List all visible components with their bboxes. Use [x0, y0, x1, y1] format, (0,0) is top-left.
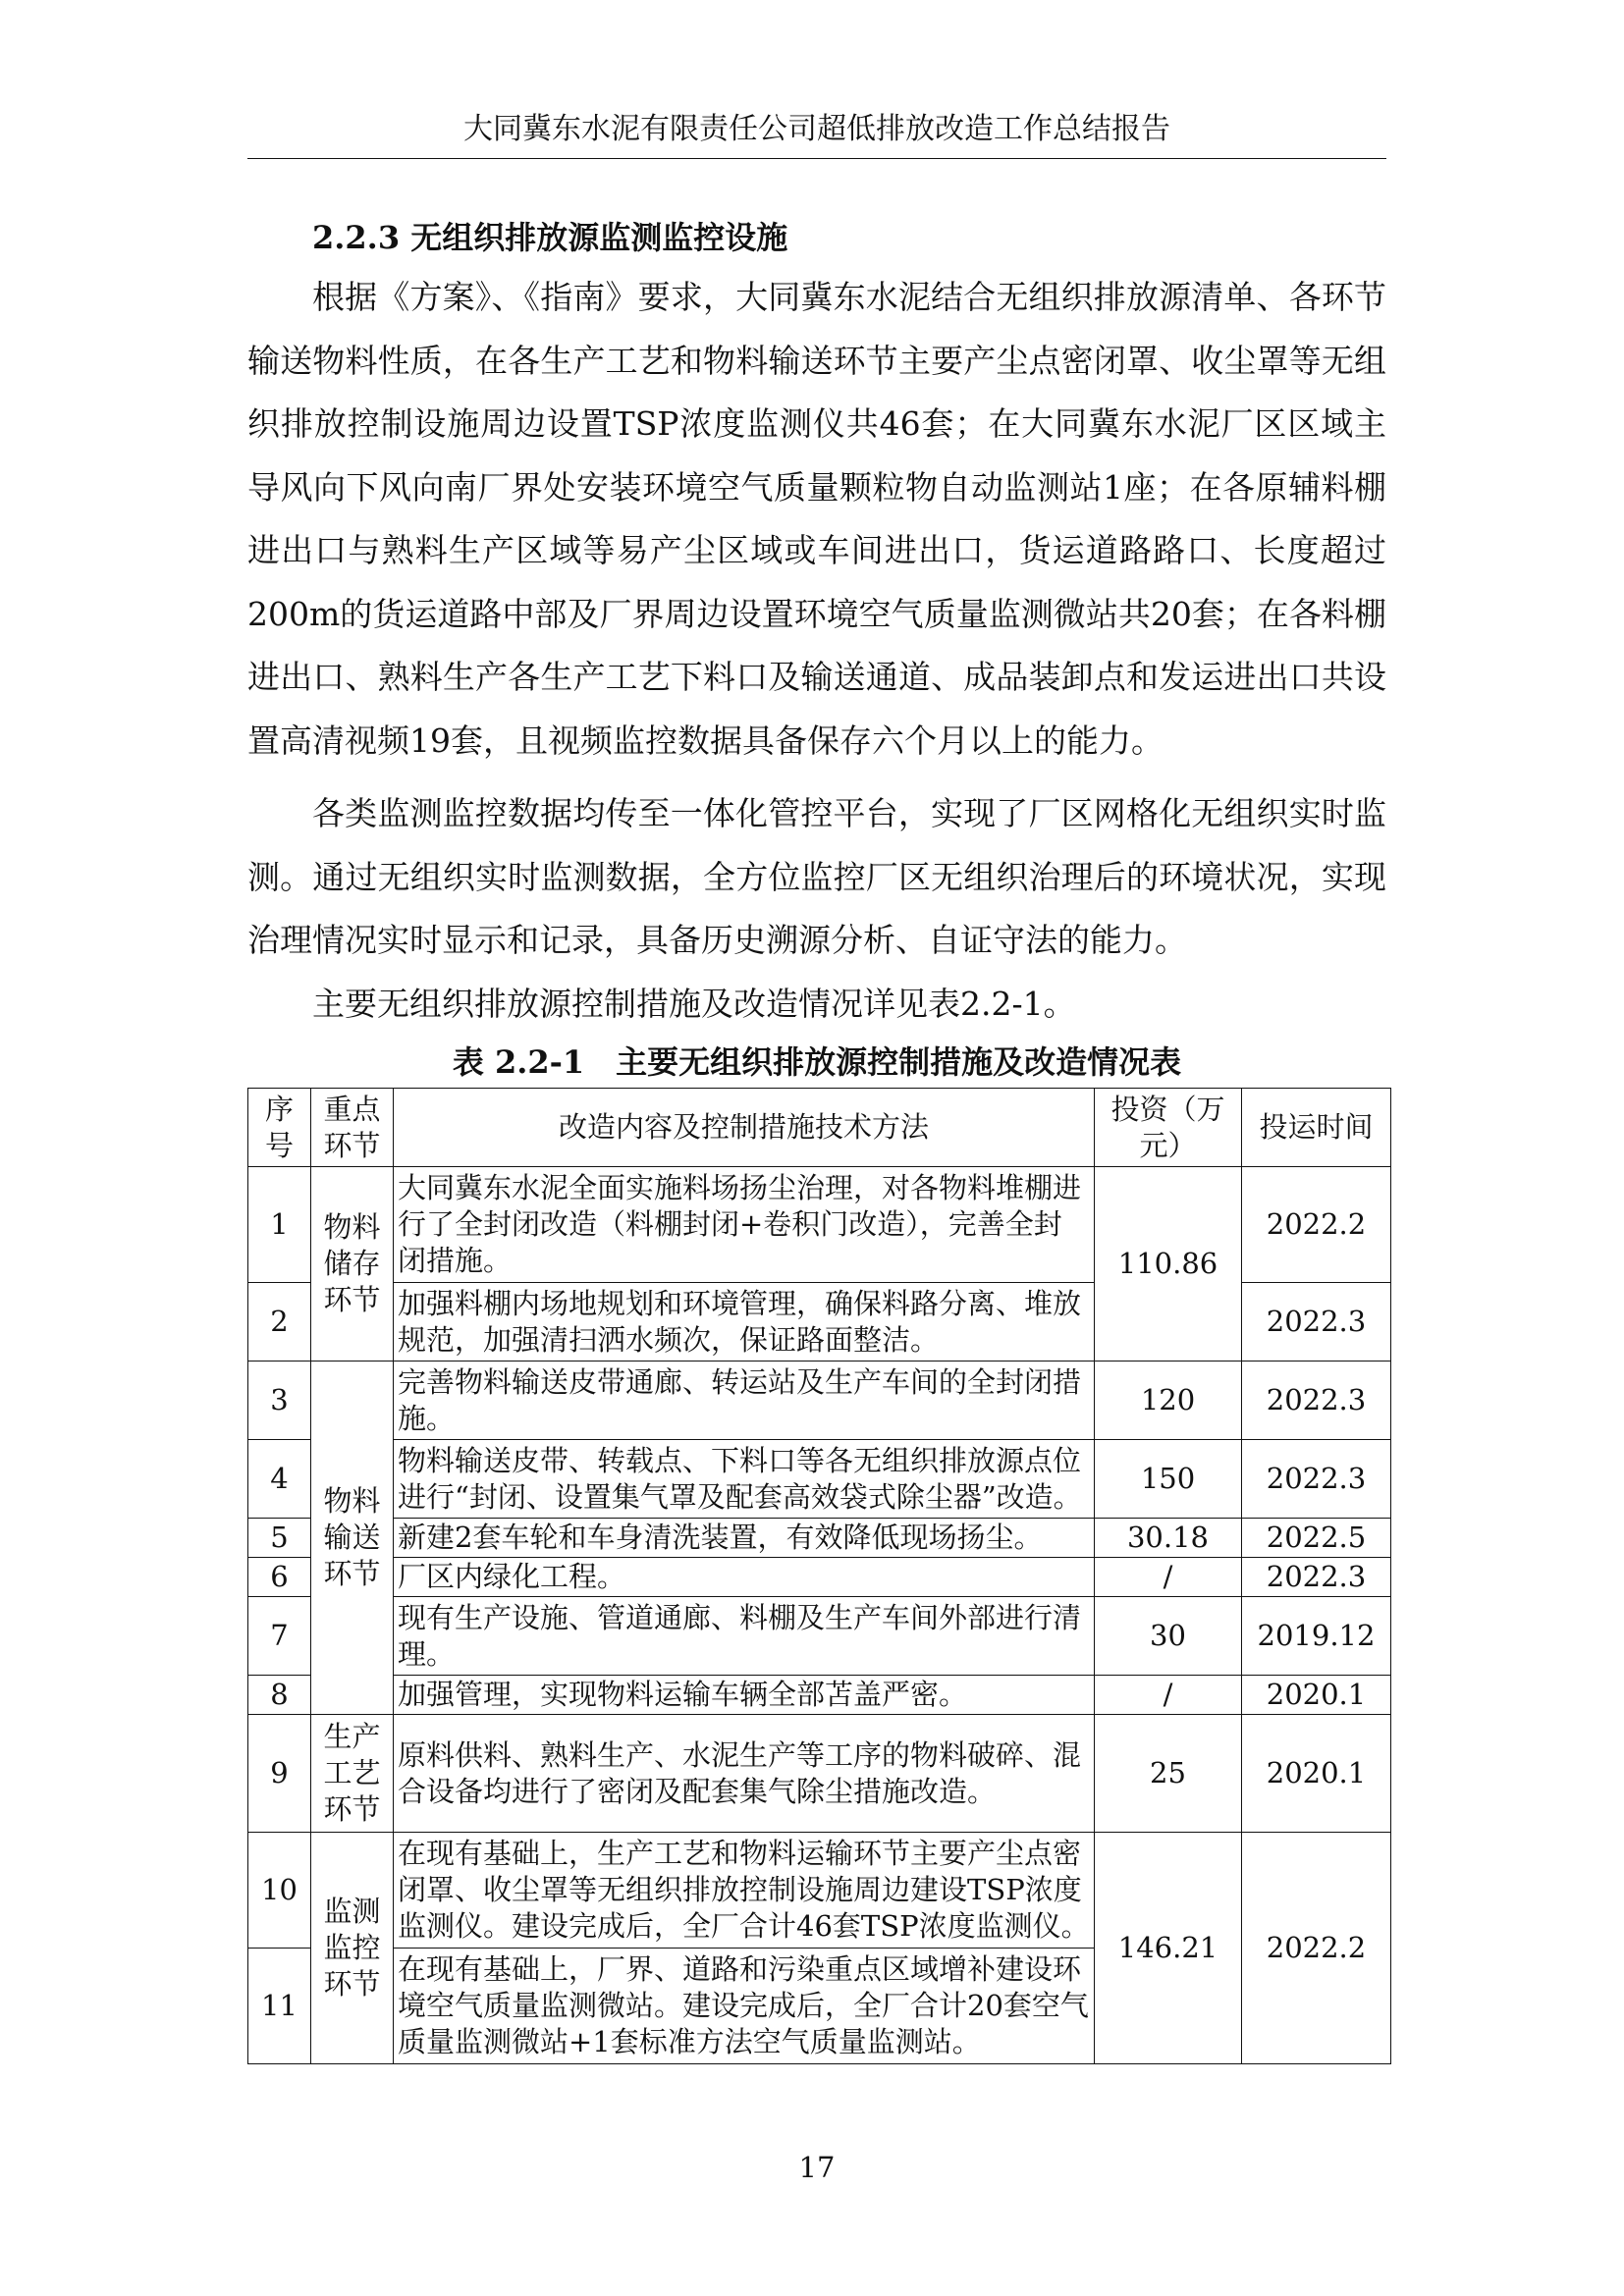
cell-content: 厂区内绿化工程。 [394, 1558, 1095, 1597]
cell-content: 物料输送皮带、转载点、下料口等各无组织排放源点位进行“封闭、设置集气罩及配套高效袋式除尘器”改造。 [394, 1440, 1095, 1519]
paragraph-text: 主要无组织排放源控制措施及改造情况详见表2.2-1。 [312, 985, 1076, 1023]
cell-time: 2020.1 [1242, 1715, 1391, 1833]
cell-no: 3 [248, 1362, 311, 1440]
table-caption: 表 2.2-1 主要无组织排放源控制措施及改造情况表 [452, 1043, 1182, 1081]
header-seq: 序号 [248, 1089, 311, 1167]
table-row [248, 1833, 1391, 1949]
cell-no: 8 [248, 1676, 311, 1715]
cell-invest: 110.86 [1095, 1167, 1242, 1362]
cell-content: 原料供料、熟料生产、水泥生产等工序的物料破碎、混合设备均进行了密闭及配套集气除尘措施改造。 [394, 1715, 1095, 1833]
group-monitoring: 监测监控环节 [311, 1833, 394, 2064]
cell-no: 9 [248, 1715, 311, 1833]
cell-no: 11 [248, 1949, 311, 2064]
header-content: 改造内容及控制措施技术方法 [394, 1089, 1095, 1167]
cell-content: 大同冀东水泥全面实施料场扬尘治理，对各物料堆棚进行了全封闭改造（料棚封闭+卷积门改造），完善全封闭措施。 [394, 1167, 1095, 1283]
paragraph-text: 各类监测监控数据均传至一体化管控平台，实现了厂区网格化无组织实时监测。通过无组织实时监测数据，全方位监控厂区无组织治理后的环境状况，实现治理情况实时显示和记录，具备历史溯源分析、自证守法的能力。 [247, 794, 1386, 959]
section-title: 2.2.3 无组织排放源监测监控设施 [312, 219, 788, 256]
cell-time: 2019.12 [1242, 1597, 1391, 1676]
cell-no: 10 [248, 1833, 311, 1949]
table-row [248, 1362, 1391, 1440]
cell-time: 2022.5 [1242, 1519, 1391, 1558]
cell-content: 新建2套车轮和车身清洗装置，有效降低现场扬尘。 [394, 1519, 1095, 1558]
paragraph-text: 根据《方案》、《指南》要求，大同冀东水泥结合无组织排放源清单、各环节输送物料性质，在各生产工艺和物料输送环节主要产尘点密闭罩、收尘罩等无组织排放控制设施周边设置TSP浓度监测仪共46套；在大同冀东水泥厂区区域主导风向下风向南厂界处安装环境空气质量颗粒物自动监测站1座；在各原辅料棚进出口与熟料生产区域等易产尘区域或车间进出口，货运道路路口、长度超过200m的货运道路中部及厂界周边设置环境空气质量监测微站共20套；在各料棚进出口、熟料生产各生产工艺下料口及输送通道、成品装卸点和发运进出口共设置高清视频19套，且视频监控数据具备保存六个月以上的能力。 [247, 278, 1386, 760]
table-row [248, 1558, 1391, 1597]
table-row [248, 1167, 1391, 1283]
group-process: 生产工艺环节 [311, 1715, 394, 1833]
cell-time: 2020.1 [1242, 1676, 1391, 1715]
cell-no: 4 [248, 1440, 311, 1519]
header-time: 投运时间 [1242, 1089, 1391, 1167]
cell-no: 7 [248, 1597, 311, 1676]
body-paragraph-1 [247, 266, 1386, 773]
header-invest: 投资（万元） [1095, 1089, 1242, 1167]
cell-no: 1 [248, 1167, 311, 1283]
cell-content: 在现有基础上，厂界、道路和污染重点区域增补建设环境空气质量监测微站。建设完成后，全厂合计20套空气质量监测微站+1套标准方法空气质量监测站。 [394, 1949, 1095, 2064]
cell-no: 5 [248, 1519, 311, 1558]
cell-content: 加强管理，实现物料运输车辆全部苫盖严密。 [394, 1676, 1095, 1715]
cell-invest: 30.18 [1095, 1519, 1242, 1558]
measures-table [247, 1088, 1391, 2064]
cell-invest: 120 [1095, 1362, 1242, 1440]
body-paragraph-3 [247, 973, 1386, 1037]
header-link: 重点环节 [311, 1089, 394, 1167]
cell-invest: 30 [1095, 1597, 1242, 1676]
cell-no: 6 [248, 1558, 311, 1597]
cell-invest: 25 [1095, 1715, 1242, 1833]
table-row [248, 1597, 1391, 1676]
table-row [248, 1440, 1391, 1519]
cell-invest: 150 [1095, 1440, 1242, 1519]
header-rule [247, 158, 1386, 159]
table-row [248, 1676, 1391, 1715]
page-number: 17 [798, 2151, 836, 2184]
cell-content: 完善物料输送皮带通廊、转运站及生产车间的全封闭措施。 [394, 1362, 1095, 1440]
table-header-row [248, 1089, 1391, 1167]
cell-invest: / [1095, 1676, 1242, 1715]
cell-time: 2022.2 [1242, 1167, 1391, 1283]
body-paragraph-2 [247, 782, 1386, 973]
table-row [248, 1519, 1391, 1558]
cell-time: 2022.3 [1242, 1558, 1391, 1597]
cell-time: 2022.3 [1242, 1440, 1391, 1519]
cell-time: 2022.2 [1242, 1833, 1391, 2064]
cell-content: 在现有基础上，生产工艺和物料运输环节主要产尘点密闭罩、收尘罩等无组织排放控制设施周边建设TSP浓度监测仪。建设完成后，全厂合计46套TSP浓度监测仪。 [394, 1833, 1095, 1949]
cell-invest: 146.21 [1095, 1833, 1242, 2064]
group-storage: 物料储存环节 [311, 1167, 394, 1362]
cell-no: 2 [248, 1283, 311, 1362]
cell-content: 加强料棚内场地规划和环境管理，确保料路分离、堆放规范，加强清扫洒水频次，保证路面整洁。 [394, 1283, 1095, 1362]
cell-content: 现有生产设施、管道通廊、料棚及生产车间外部进行清理。 [394, 1597, 1095, 1676]
cell-time: 2022.3 [1242, 1362, 1391, 1440]
group-transport: 物料输送环节 [311, 1362, 394, 1715]
cell-invest: / [1095, 1558, 1242, 1597]
cell-time: 2022.3 [1242, 1283, 1391, 1362]
page-header: 大同冀东水泥有限责任公司超低排放改造工作总结报告 [463, 112, 1170, 146]
table-row [248, 1715, 1391, 1833]
